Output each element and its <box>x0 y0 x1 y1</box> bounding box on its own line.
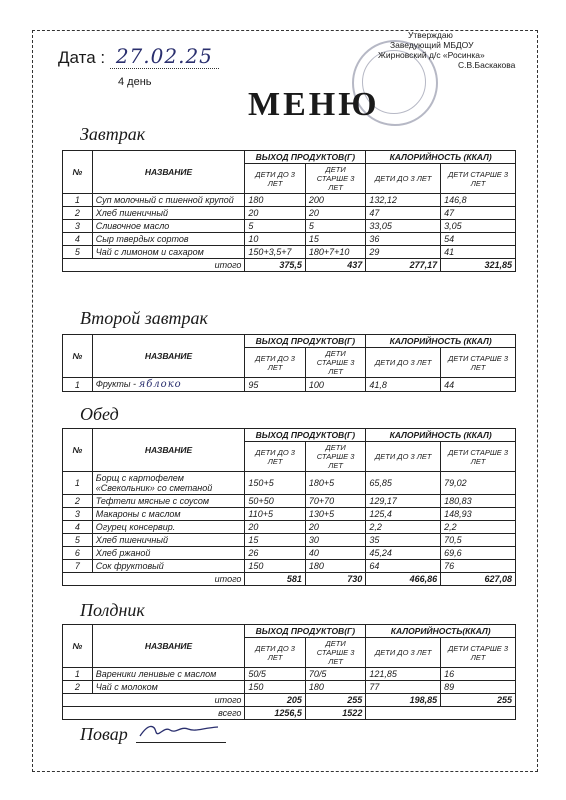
table-row <box>63 534 516 547</box>
cell: 69,6 <box>441 547 516 560</box>
table-row <box>63 472 516 495</box>
cell: 255 <box>441 694 516 707</box>
cell: 6 <box>63 547 93 560</box>
cell: 121,85 <box>366 668 441 681</box>
menu-table-breakfast <box>62 150 516 272</box>
col-under3: ДЕТИ ДО 3 ЛЕТ <box>245 638 305 668</box>
cell: 130+5 <box>305 508 365 521</box>
cell: 150+5 <box>245 472 305 495</box>
cell: 20 <box>245 207 305 220</box>
cell: 1522 <box>305 707 365 720</box>
cell: 35 <box>366 534 441 547</box>
cell: 1256,5 <box>245 707 305 720</box>
col-yield: ВЫХОД ПРОДУКТОВ(Г) <box>245 151 366 164</box>
col-over3: ДЕТИ СТАРШЕ 3 ЛЕТ <box>441 164 516 194</box>
cell: 76 <box>441 560 516 573</box>
cell: 198,85 <box>366 694 441 707</box>
cell: Тефтели мясные с соусом <box>92 495 245 508</box>
col-kcal: КАЛОРИЙНОСТЬ (ККАЛ) <box>366 151 516 164</box>
cell: 5 <box>63 246 93 259</box>
cell: Хлеб пшеничный <box>92 207 245 220</box>
table-row <box>63 521 516 534</box>
cell <box>92 378 245 392</box>
cell: Сыр твердых сортов <box>92 233 245 246</box>
cell: 45,24 <box>366 547 441 560</box>
cell: 36 <box>366 233 441 246</box>
cell-text: Фрукты - <box>95 379 137 389</box>
cell: 95 <box>245 378 305 392</box>
cell: 2 <box>63 681 93 694</box>
approval-line: С.В.Баскакова <box>458 60 516 70</box>
cell <box>366 707 516 720</box>
grand-total-row <box>63 707 516 720</box>
cell: 20 <box>245 521 305 534</box>
col-under3: ДЕТИ ДО 3 ЛЕТ <box>245 442 305 472</box>
date-value: 27.02.25 <box>110 44 219 69</box>
cook-label: Повар <box>80 724 128 744</box>
cell: 150 <box>245 560 305 573</box>
approval-line: Жирновский д/с «Росинка» <box>378 50 485 60</box>
cell: 40 <box>305 547 365 560</box>
cell: Сливочное масло <box>92 220 245 233</box>
cell: 70,5 <box>441 534 516 547</box>
cell: 50/5 <box>245 668 305 681</box>
cell: Чай с лимоном и сахаром <box>92 246 245 259</box>
cell: 110+5 <box>245 508 305 521</box>
approval-line: Заведующий МБДОУ <box>390 40 474 50</box>
cell: 65,85 <box>366 472 441 495</box>
col-num: № <box>63 151 93 194</box>
cell: 581 <box>245 573 305 586</box>
approval-block <box>378 30 524 70</box>
table-row <box>63 194 516 207</box>
cell: Сок фруктовый <box>92 560 245 573</box>
cell: Хлеб пшеничный <box>92 534 245 547</box>
cell: 3 <box>63 220 93 233</box>
cell: 2,2 <box>366 521 441 534</box>
cell: 255 <box>305 694 365 707</box>
cell: Борщ с картофелем «Свекольник» со сметаной <box>92 472 245 495</box>
table-row <box>63 246 516 259</box>
cell: 47 <box>366 207 441 220</box>
table-row <box>63 508 516 521</box>
cell: 205 <box>245 694 305 707</box>
col-under3: ДЕТИ ДО 3 ЛЕТ <box>245 348 305 378</box>
cell: 41 <box>441 246 516 259</box>
cell: Макароны с маслом <box>92 508 245 521</box>
cell: 30 <box>305 534 365 547</box>
col-over3: ДЕТИ СТАРШЕ 3 ЛЕТ <box>305 442 365 472</box>
col-over3: ДЕТИ СТАРШЕ 3 ЛЕТ <box>441 348 516 378</box>
handwritten-fruit: яблоко <box>138 379 182 390</box>
cell: 627,08 <box>441 573 516 586</box>
cell: 4 <box>63 521 93 534</box>
col-kcal: КАЛОРИЙНОСТЬ (ККАЛ) <box>366 429 516 442</box>
menu-table-second-breakfast <box>62 334 516 392</box>
date-label: Дата : <box>58 48 106 67</box>
col-yield: ВЫХОД ПРОДУКТОВ(Г) <box>245 625 366 638</box>
cell: Суп молочный с пшенной крупой <box>92 194 245 207</box>
menu-table-lunch <box>62 428 516 586</box>
col-name: НАЗВАНИЕ <box>92 335 245 378</box>
cell: Вареники ленивые с маслом <box>92 668 245 681</box>
col-yield: ВЫХОД ПРОДУКТОВ(Г) <box>245 429 366 442</box>
cell: 15 <box>245 534 305 547</box>
cell: Огурец консервир. <box>92 521 245 534</box>
cell: 64 <box>366 560 441 573</box>
total-label: итого <box>63 694 245 707</box>
col-under3: ДЕТИ ДО 3 ЛЕТ <box>366 164 441 194</box>
cell: 33,05 <box>366 220 441 233</box>
cell: 1 <box>63 472 93 495</box>
col-under3: ДЕТИ ДО 3 ЛЕТ <box>366 348 441 378</box>
cell: Чай с молоком <box>92 681 245 694</box>
table-row <box>63 233 516 246</box>
cell: 3,05 <box>441 220 516 233</box>
cell: 10 <box>245 233 305 246</box>
cell: 2,2 <box>441 521 516 534</box>
signature-icon <box>136 720 226 742</box>
cell: 3 <box>63 508 93 521</box>
cell: 2 <box>63 207 93 220</box>
table-row <box>63 547 516 560</box>
cell: 730 <box>305 573 365 586</box>
total-row <box>63 259 516 272</box>
col-over3: ДЕТИ СТАРШЕ 3 ЛЕТ <box>305 164 365 194</box>
table-row <box>63 207 516 220</box>
col-name: НАЗВАНИЕ <box>92 625 245 668</box>
col-name: НАЗВАНИЕ <box>92 151 245 194</box>
col-over3: ДЕТИ СТАРШЕ 3 ЛЕТ <box>305 638 365 668</box>
col-under3: ДЕТИ ДО 3 ЛЕТ <box>245 164 305 194</box>
col-over3: ДЕТИ СТАРШЕ 3 ЛЕТ <box>305 348 365 378</box>
cell: 7 <box>63 560 93 573</box>
cell: 70+70 <box>305 495 365 508</box>
cell: 180 <box>305 560 365 573</box>
cell: 200 <box>305 194 365 207</box>
page-title: МЕНЮ <box>248 86 380 123</box>
table-row <box>63 560 516 573</box>
cell: 47 <box>441 207 516 220</box>
cell: 15 <box>305 233 365 246</box>
cell: 20 <box>305 207 365 220</box>
cell: 437 <box>305 259 365 272</box>
cell: 5 <box>245 220 305 233</box>
total-label: итого <box>63 259 245 272</box>
col-kcal: КАЛОРИЙНОСТЬ(ККАЛ) <box>366 625 516 638</box>
date-row <box>58 44 219 68</box>
cell: 100 <box>305 378 365 392</box>
cell: 466,86 <box>366 573 441 586</box>
total-label: итого <box>63 573 245 586</box>
cell: 146,8 <box>441 194 516 207</box>
cell: 180+5 <box>305 472 365 495</box>
menu-table-snack <box>62 624 516 720</box>
cell: 1 <box>63 378 93 392</box>
col-num: № <box>63 335 93 378</box>
table-row <box>63 681 516 694</box>
cell: 1 <box>63 194 93 207</box>
cell: 150+3,5+7 <box>245 246 305 259</box>
cell: 148,93 <box>441 508 516 521</box>
total-row <box>63 573 516 586</box>
cell: 180 <box>305 681 365 694</box>
cell: 79,02 <box>441 472 516 495</box>
section-title: Завтрак <box>80 124 146 144</box>
total-row <box>63 694 516 707</box>
cell: 20 <box>305 521 365 534</box>
cell: 321,85 <box>441 259 516 272</box>
col-num: № <box>63 429 93 472</box>
cell: 5 <box>63 534 93 547</box>
col-over3: ДЕТИ СТАРШЕ 3 ЛЕТ <box>441 638 516 668</box>
table-row <box>63 668 516 681</box>
approval-line: Утверждаю <box>408 30 453 40</box>
col-kcal: КАЛОРИЙНОСТЬ (ККАЛ) <box>366 335 516 348</box>
cell: 26 <box>245 547 305 560</box>
cook-signature <box>136 726 226 743</box>
cell: Хлеб ржаной <box>92 547 245 560</box>
cell: 1 <box>63 668 93 681</box>
cell: 70/5 <box>305 668 365 681</box>
col-name: НАЗВАНИЕ <box>92 429 245 472</box>
cell: 41,8 <box>366 378 441 392</box>
col-under3: ДЕТИ ДО 3 ЛЕТ <box>366 442 441 472</box>
col-yield: ВЫХОД ПРОДУКТОВ(Г) <box>245 335 366 348</box>
section-title: Второй завтрак <box>80 308 208 328</box>
table-row <box>63 220 516 233</box>
day-label: 4 день <box>118 76 152 88</box>
cell: 4 <box>63 233 93 246</box>
cell: 180,83 <box>441 495 516 508</box>
col-under3: ДЕТИ ДО 3 ЛЕТ <box>366 638 441 668</box>
section-title: Полдник <box>80 600 145 620</box>
cell: 180+7+10 <box>305 246 365 259</box>
cell: 129,17 <box>366 495 441 508</box>
cell: 29 <box>366 246 441 259</box>
cell: 375,5 <box>245 259 305 272</box>
col-over3: ДЕТИ СТАРШЕ 3 ЛЕТ <box>441 442 516 472</box>
cell: 2 <box>63 495 93 508</box>
cell: 277,17 <box>366 259 441 272</box>
cell: 150 <box>245 681 305 694</box>
section-title: Обед <box>80 404 119 424</box>
table-row <box>63 378 516 392</box>
cell: 125,4 <box>366 508 441 521</box>
cell: 54 <box>441 233 516 246</box>
cell: 77 <box>366 681 441 694</box>
col-num: № <box>63 625 93 668</box>
cell: 16 <box>441 668 516 681</box>
cell: 50+50 <box>245 495 305 508</box>
table-row <box>63 495 516 508</box>
cell: 44 <box>441 378 516 392</box>
grand-total-label: всего <box>63 707 245 720</box>
cell: 180 <box>245 194 305 207</box>
cell: 89 <box>441 681 516 694</box>
cell: 5 <box>305 220 365 233</box>
cell: 132,12 <box>366 194 441 207</box>
